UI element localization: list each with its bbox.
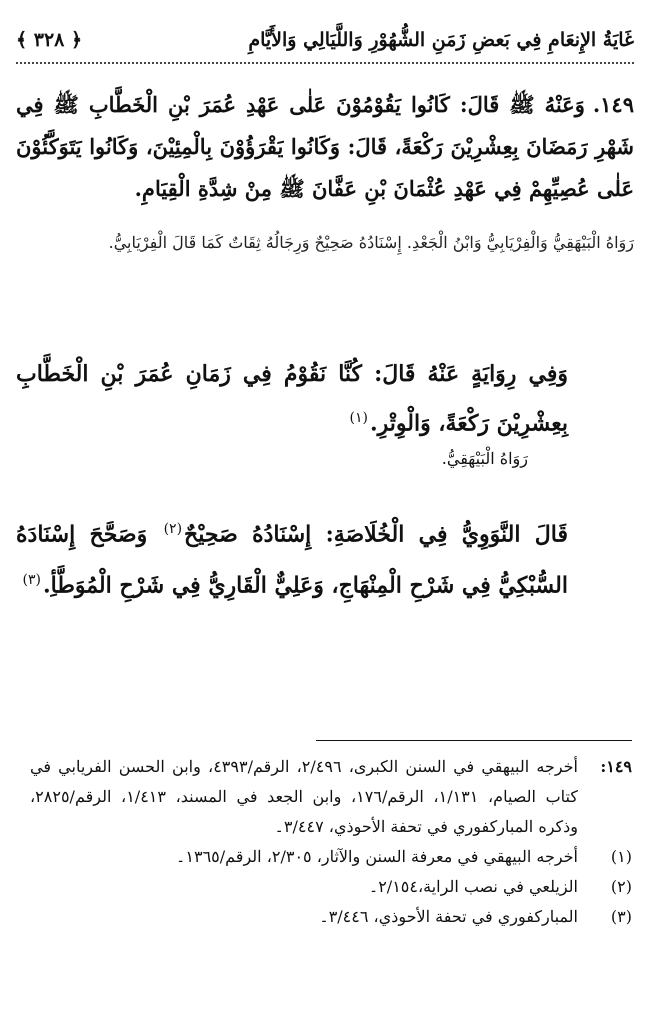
footnote-text: المباركفوري في تحفة الأحوذي، ٣/٤٤٦۔	[319, 907, 578, 926]
footnotes	[30, 752, 632, 932]
footnote-ref-3[interactable]: (٣)	[22, 572, 41, 589]
footnote-mark: ١٤٩:	[600, 757, 632, 776]
page-header	[16, 22, 634, 58]
hadith-number: ١٤٩.	[592, 92, 634, 117]
footnote-mark: (١)	[610, 847, 632, 866]
hadith-takhrij: رَوَاهُ الْبَيْهَقِيُّ وَالْفِرْيَابِيُّ وَابْنُ الْجَعْدِ. إِسْنَادُهُ صَحِيْحٌ وَرِجَالُهُ ثِقَاتٌ كَمَا قَالَ الْفِرْيَابِيُّ.	[108, 233, 634, 252]
narration-source: رَوَاهُ الْبَيْهَقِيُّ.	[441, 449, 528, 468]
footnote-item	[30, 752, 632, 842]
grading-text-2: وَصَحَّحَ إِسْنَادَهُ السُّبْكِيُّ فِي شَرْحِ الْمِنْهَاجِ، وَعَلِيٌّ الْقَارِيُّ فِي شَرْحِ الْمُوَطَّأِ.	[16, 521, 568, 599]
header-divider	[16, 62, 634, 64]
footnote-divider	[316, 740, 632, 741]
footnote-ref-2[interactable]: (٢)	[163, 521, 183, 537]
footnote-item	[30, 842, 632, 872]
running-title: غَايَةُ الإِنعَامِ فِي بَعضِ زَمَنِ الشُّهُوْرِ وَاللَّيَالِي وَالأَيَّامِ	[248, 29, 634, 51]
footnote-mark: (٣)	[610, 907, 632, 926]
footnote-mark: (٢)	[610, 877, 632, 896]
footnote-text: أخرجه البيهقي في السنن الكبرى، ٢/٤٩٦، الرقم/٤٣٩٣، وابن الحسن الفريابي في كتاب الصيام، ١/١٣١، الرقم/١٧٦، وابن الجعد في المسند، ١/٤١٣، الرقم/٢٨٢٥، وذكره المباركفوري في تحفة الأحوذي، ٣/٤٤٧۔	[30, 757, 579, 836]
footnote-text: أخرجه البيهقي في معرفة السنن والآثار، ٢/٣٠٥، الرقم/١٣٦٥۔	[176, 847, 578, 866]
grading-text-1: قَالَ النَّوَوِيُّ فِي الْخُلَاصَةِ: إِسْنَادُهُ صَحِيْحٌ	[184, 521, 568, 548]
nawawi-grading	[16, 506, 568, 609]
hadith-text: وَعَنْهُ ﷺ قَالَ: كَانُوا يَقُوْمُوْنَ عَلٰى عَهْدِ عُمَرَ بْنِ الْخَطَّابِ ﷺ فِي شَهْرِ رَمَضَانَ بِعِشْرِيْنَ رَكْعَةً، قَالَ: وَكَانُوا يَقْرَؤُوْنَ بِالْمِئِيْنَ، وَكَانُوا يَتَوَكَّئُوْنَ عَلٰى عُصِيِّهِمْ فِي عَهْدِ عُثْمَانَ بْنِ عَفَّانَ ﷺ مِنْ شِدَّةِ الْقِيَامِ.	[16, 92, 634, 201]
footnote-ref-1[interactable]: (١)	[349, 410, 368, 426]
hadith-149	[16, 84, 634, 210]
alternate-narration	[16, 352, 568, 445]
footnote-item	[30, 872, 632, 902]
narration-text: وَفِي رِوَايَةٍ عَنْهُ قَالَ: كُنَّا نَقُوْمُ فِي زَمَانِ عُمَرَ بْنِ الْخَطَّابِ بِعِشْرِيْنَ رَكْعَةً، وَالْوِتْرِ.	[16, 361, 568, 437]
page-number: ﴿ ٣٢٨ ﴾	[16, 29, 83, 51]
footnote-item	[30, 902, 632, 932]
footnote-text: الزيلعي في نصب الراية،٢/١٥٤۔	[368, 877, 578, 896]
